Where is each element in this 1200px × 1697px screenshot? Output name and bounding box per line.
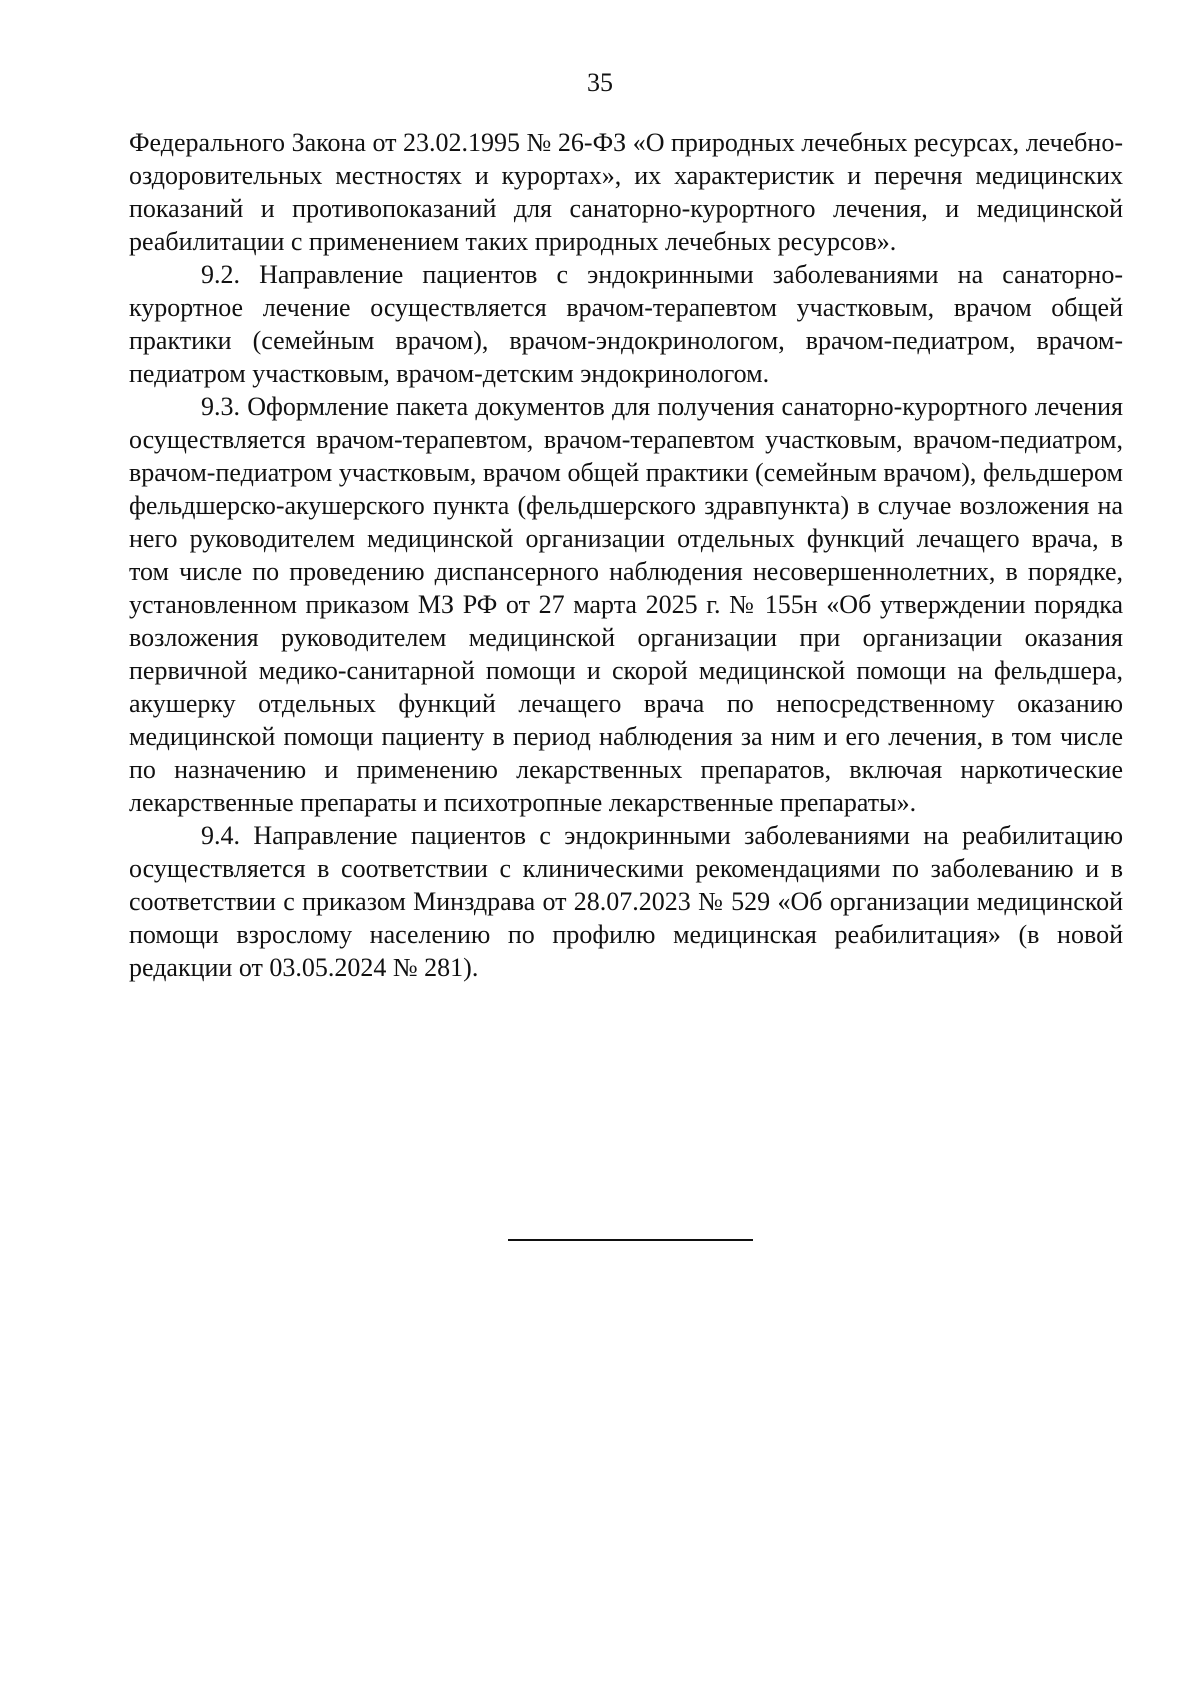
paragraph-continuation: Федерального Закона от 23.02.1995 № 26-ФЗ «О природных лечебных ресурсах, лечебно-оздоровительных местностях и курортах», их характеристик и перечня медицинских показаний и противопоказаний для санаторно-курортного лечения, и медицинской реабилитации с применением таких природных лечебных ресурсов». [129, 128, 1123, 256]
page-number: 35 [587, 68, 613, 97]
paragraph-9-2: 9.2. Направление пациентов с эндокринными заболеваниями на санаторно-курортное лечение осуществляется врачом-терапевтом участковым, врачом общей практики (семейным врачом), врачом-эндокринологом, врачом-педиатром, врачом-педиатром участковым, врачом-детским эндокринологом. [129, 260, 1123, 388]
paragraph-9-4: 9.4. Направление пациентов с эндокринными заболеваниями на реабилитацию осуществляется в соответствии с клиническими рекомендациями по заболеванию и в соответствии с приказом Минздрава от 28.07.2023 № 529 «Об организации медицинской помощи взрослому населению по профилю медицинская реабилитация» (в новой редакции от 03.05.2024 № 281). [129, 821, 1123, 982]
end-of-document-divider [508, 1239, 753, 1241]
paragraph-9-3: 9.3. Оформление пакета документов для получения санаторно-курортного лечения осуществляется врачом-терапевтом, врачом-терапевтом участковым, врачом-педиатром, врачом-педиатром участковым, врачом общей практики (семейным врачом), фельдшером фельдшерско-акушерского пункта (фельдшерского здравпункта) в случае возложения на него руководителем медицинской организации отдельных функций лечащего врача, в том числе по проведению диспансерного наблюдения несовершеннолетних, в порядке, установленном приказом МЗ РФ от 27 марта 2025 г. № 155н «Об утверждении порядка возложения руководителем медицинской организации при организации оказания первичной медико-санитарной помощи и скорой медицинской помощи на фельдшера, акушерку отдельных функций лечащего врача по непосредственному оказанию медицинской помощи пациенту в период наблюдения за ним и его лечения, в том числе по назначению и применению лекарственных препаратов, включая наркотические лекарственные препараты и психотропные лекарственные препараты». [129, 392, 1123, 817]
document-body [129, 126, 1123, 984]
